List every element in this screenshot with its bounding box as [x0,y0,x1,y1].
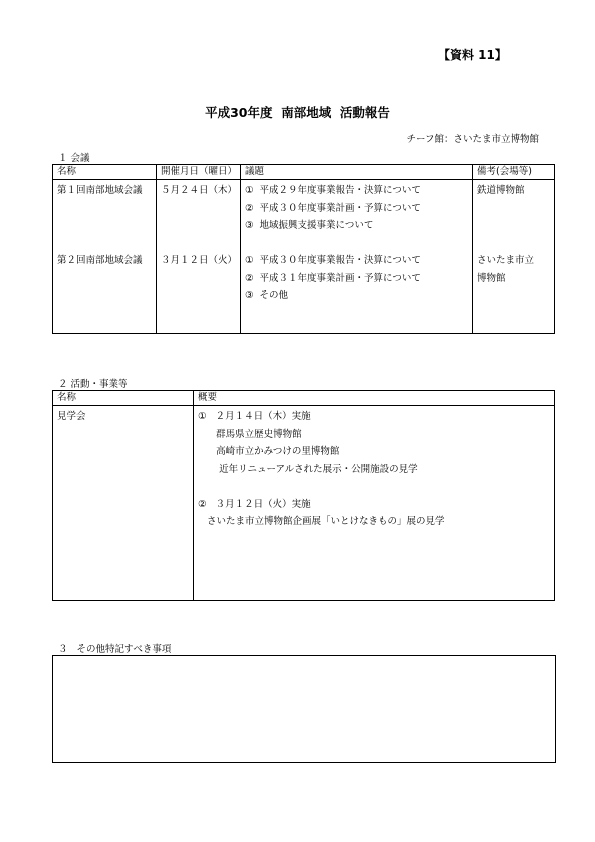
header-activity-name: 名称 [53,391,194,406]
page-title: 平成30年度 南部地域 活動報告 [205,105,390,120]
activity-name [53,406,194,601]
header-summary: 概要 [194,391,555,406]
table-header-row [53,391,555,406]
summary-line: 群馬県立歴史博物館 [198,428,302,440]
spacer [161,200,236,218]
table-row [53,180,555,334]
meeting-agendas [241,180,473,334]
agenda-item: ② 平成３０年度事業計画・予算について [245,202,421,214]
table-header-row [53,165,555,180]
agenda-item: ② 平成３１年度事業計画・予算について [245,272,421,284]
header-note: 備考(会場等) [473,165,555,180]
summary-line: さいたま市立博物館企画展「いとけなきもの」展の見学 [198,516,445,527]
agenda-item: ③ 地域振興支援事業について [245,220,374,231]
meeting-dates [157,180,241,334]
spacer [477,200,550,218]
meeting-date: ３月１２日（火） [161,255,238,266]
note-text: さいたま市立 [477,255,535,266]
summary-line: 近年リニューアルされた展示・公開施設の見学 [198,463,418,475]
meeting-date: ５月２４日（木） [161,185,238,196]
section3-heading: ３ その他特記すべき事項 [58,644,172,655]
note-text: 鉄道博物館 [477,185,525,196]
agenda-item: ① 平成２９年度事業報告・決算について [245,185,421,196]
spacer [161,235,236,253]
meeting-name: 第１回南部地域会議 [57,185,143,196]
spacer [161,217,236,235]
meetings-table [52,164,555,334]
agenda-item: ③ その他 [245,290,289,301]
spacer [477,217,550,235]
activity-name-text: 見学会 [57,411,86,422]
notes-box [52,655,556,763]
table-row [53,406,555,601]
note-text: 博物館 [477,272,506,284]
header-date: 開催月日（曜日） [157,165,241,180]
summary-line: ② ３月１２日（火）実施 [198,498,311,510]
agenda-item: ① 平成３０年度事業報告・決算について [245,255,421,266]
activity-summary [194,406,555,601]
activities-table [52,390,555,601]
summary-line: ① ２月１４日（木）実施 [198,411,311,422]
spacer [245,235,468,253]
document-tag: 【資料 11】 [438,48,507,62]
meeting-notes [473,180,555,334]
chief-museum: チーフ館：さいたま市立博物館 [406,134,539,145]
meeting-name: 第２回南部地域会議 [57,255,143,266]
header-agenda: 議題 [241,165,473,180]
spacer [57,200,152,218]
spacer [477,235,550,253]
section2-heading: ２ 活動・事業等 [58,379,128,390]
header-name: 名称 [53,165,157,180]
spacer [57,217,152,235]
summary-line: 高崎市立かみつけの里博物館 [198,446,340,457]
section1-heading: １ 会議 [58,153,90,164]
summary-line [198,478,550,496]
meeting-names [53,180,157,334]
spacer [57,235,152,253]
